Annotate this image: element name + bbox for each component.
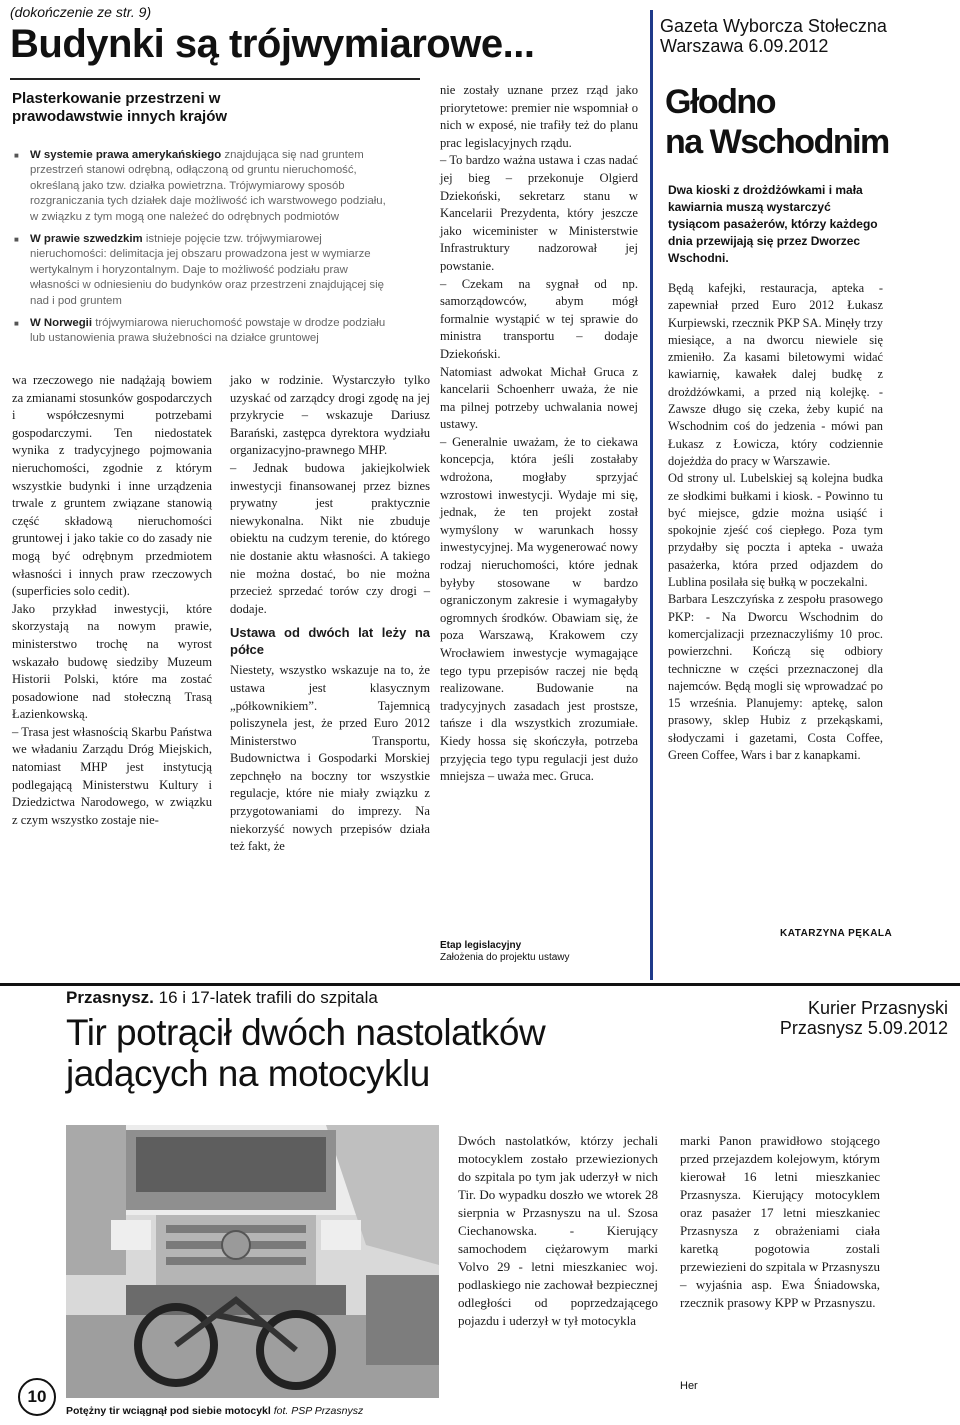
caption-text: Założenia do projektu ustawy: [440, 952, 570, 963]
right-article-lead: Dwa kioski z drożdżówkami i mała kawiarnia muszą wystarczyć tysiącom pasażerów, którzy każdego dnia przewijają się przez Dworzec Wschodni.: [668, 183, 878, 265]
continuation-note: (dokończenie ze str. 9): [10, 4, 152, 20]
photo-caption: [66, 1405, 363, 1417]
box-item: [12, 232, 392, 309]
box-item-text: znajdująca się nad gruntem przestrzeń stanowi odrębną, odłączoną od gruntu nieruchomość, określaną jako tzw. działka powietrzna. Trójwymiarowy sposób rozgraniczania tych działek daje możliwość ich warstwowego podziału, w związku z tym mogą one należeć do odrębnych podmiotów: [30, 149, 386, 223]
paragraph: Natomiast adwokat Michał Gruca z kancelarii Schoenherr uważa, że nie ma pilnej potrzeby uchwalania nowej ustawy.: [440, 364, 638, 432]
source-place-date: Przasnysz 5.09.2012: [779, 1018, 948, 1038]
kicker-place: Przasnysz.: [66, 988, 154, 1007]
box-item-lead: W systemie prawa amerykańskiego: [30, 149, 222, 161]
paragraph: Jako przykład inwestycji, które skorzystają na nowym prawie, ministerstwo trochę na wyrost wskazało budowę siedziby Muzeum Historii Polski, które ma zostać posadowione nad stołeczną Trasą Łazienkowską.: [12, 601, 212, 722]
caption-main: Potężny tir wciągnął pod siebie motocykl: [66, 1405, 271, 1417]
paragraph: Niestety, wszystko wskazuje na to, że ustawa jest klasycznym „półkownikiem”. Tajemnicą poliszynela jest, że przed Euro 2012 Ministerstwo Transportu, Budownictwa i Gospodarki Morskiej zepchnęło na boczny tor wszystkie regulacje, które nie miały związku z przygotowaniami do imprezy. Na niekorzyść nowych przepisów działa też fakt, że: [230, 663, 430, 854]
subheading: Ustawa od dwóch lat leży na półce: [230, 625, 430, 658]
article-column-2: [230, 372, 430, 856]
bottom-headline: Tir potrącił dwóch nastolatków jadących na motocyklu: [66, 1012, 546, 1094]
box-item-lead: W prawie szwedzkim: [30, 233, 143, 246]
box-item-text: istnieje pojęcie tzw. trójwymiarowej nieruchomości: delimitacja jej obszaru prowadzona jest w wymiarze wertykalnym i horyzontalnym. Daje to możliwość podziału praw własności w odniesieniu do budynków oraz przestrzeni znajdującej się nad i pod gruntem: [30, 233, 384, 307]
paragraph: Od strony ul. Lubelskiej są kolejna budka ze słodkimi bułkami i kiosk. - Powinno tu być miejsce, gdzie można usiąść i spokojnie zjeść coś ciepłego. Poza tym przydałby się poczta i apteka - uważa pasażerka, która przed odjazdem do Lublina posilała się bułką w poczekalni.: [668, 471, 883, 590]
paragraph: – Trasa jest własnością Skarbu Państwa we władaniu Zarządu Dróg Miejskich, natomiast MHP jest instytucją podlegającą Ministerstwu Kultury i Dziedzictwa Narodowego, w związku z czym wszystko zostaje nie-: [12, 724, 212, 827]
box-item-lead: W Norwegii: [30, 317, 93, 330]
paragraph: jako w rodzinie. Wystarczyło tylko uzyskać od zarządcy drogi zgodę na jej przykrycie – wskazuje Dariusz Barański, zastępca dyrektora wydziału organizacyjno-prawnego MHP.: [230, 373, 430, 458]
source-label-bottom: [780, 998, 948, 1038]
bottom-column-2: marki Panon prawidłowo stojącego przed przejazdem kolejowym, którym kierował 16 letni mieszkaniec Przasnysza. Kierujący motocyklem oraz pasażer 17 letni mieszkaniec Przasnysza z obrażeniami ciała karetką pogotowia zostali przewiezieni do szpitala w Przasnyszu – wyjaśnia asp. Ewa Śniadowska, rzecznik prasowy KPP w Przasnyszu.: [680, 1133, 880, 1310]
paragraph: Barbara Leszczyńska z zespołu prasowego PKP: - Na Dworcu Wschodnim do komercjalizacji przeznaczyliśmy 10 proc. powierzchni. Kończą się odbiory techniczne w części przeznaczonej dla najemców. Będą mogli się wprowadzać po 15 września. Planujemy: aptekę, salon prasowy, sklep Hubiz z przekąskami, słodyczami i gazetami, Costa Coffee, Green Coffee, Wars i bar z kanapkami.: [668, 592, 883, 763]
source-label-top: [660, 16, 887, 56]
paragraph: – To bardzo ważna ustawa i czas nadać jej bieg – przekonuje Olgierd Dziekoński, sekretarz stanu w Kancelarii Prezydenta, który jeszcze jako wiceminister w Ministerstwie Infrastruktury nadzorował jej powstanie.: [440, 153, 638, 273]
source-place-date: Warszawa 6.09.2012: [660, 36, 829, 56]
caption-title: Etap legislacyjny: [440, 940, 522, 951]
paragraph: – Czekam na sygnał od np. samorządowców, abym mógł formalnie wystąpić w tej sprawie do ministra transportu – dodaje Dziekoński.: [440, 276, 638, 361]
author-sign: Her: [680, 1380, 698, 1392]
source-paper: Kurier Przasnyski: [807, 998, 948, 1018]
box-item: [12, 316, 392, 347]
paragraph: nie zostały uznane przez rząd jako priorytetowe: premier nie wspomniał o nich w exposé, nie trafiły też do planu prac legislacyjnych rządu.: [440, 83, 638, 150]
headline-rule: [10, 78, 420, 80]
photo-credit: fot. PSP Przasnysz: [273, 1405, 364, 1417]
info-box: [12, 148, 392, 354]
accident-photo: [66, 1125, 439, 1398]
bottom-kicker: [66, 988, 378, 1008]
bottom-column-1: Dwóch nastolatków, którzy jechali motocyklem zostało przewiezionych do szpitala po tym jak uderzył w nich Tir. Do wypadku doszło we wtorek 28 sierpnia w Przasnyszu na ul. Szosa Ciechanowska. - Kierujący samochodem ciężarowym marki Volvo 29 - letni mieszkaniec woj. podlaskiego nie zachował bezpiecznej odległości od poprzedzającego pojazdu i uderzył w tył motocykla: [458, 1133, 658, 1328]
right-article-body: [668, 280, 883, 764]
box-title: Plasterkowanie przestrzeni w prawodawstwie innych krajów: [12, 90, 228, 125]
box-item-text: trójwymiarowa nieruchomość powstaje w drodze podziału lub ustanowienia prawa służebności na działce gruntowej: [30, 317, 386, 345]
kicker-text: 16 i 17-latek trafili do szpitala: [158, 988, 378, 1007]
column-divider: [650, 10, 653, 980]
paragraph: – Generalnie uważam, że to ciekawa koncepcja, która jeśli zostałaby wdrożona, mogłaby sprzyjać wzrostowi inwestycji. Wydaje mi się, jednak, że ten projekt został wymyślony w warunkach hossy inwestycyjnej. Ma wygenerować nowy rodzaj nieruchomości, które jednak byłyby stosowane w bardzo ograniczonym zakresie i wymagałyby ogromnych środków. Obawiam się, że poza Warszawą, Krakowem czy Wrocławiem inwestycje wymagające tego typu przepisów raczej nie będą realizowane. Budowanie na tradycyjnych zasadach jest prostsze, tańsze i dla wszystkich zrozumiałe. Kiedy hossa się skończyła, potrzeba przyjęcia tego typu regulacji jest dużo mniejsza – uważa mec. Gruca.: [440, 434, 638, 784]
truck-photo-illustration: [66, 1125, 439, 1398]
headline-line: Głodno: [665, 83, 775, 121]
article-column-1: [12, 372, 212, 829]
page-number: 10: [18, 1378, 56, 1416]
paragraph: Będą kafejki, restauracja, apteka - zapewniał przed Euro 2012 Łukasz Kurpiewski, rzecznik PKP SA. Minęły trzy miesiące, a na dworcu niewiele się zmieniło. Za kasami biletowymi widać kawiarnię, kawałek dalej budkę z drożdżówkami, a przed nią kolejkę. - Zawsze długo się czeka, żeby kupić na Wschodnim coś do jedzenia - mówi pan Łukasz z Łowicza, który codziennie dojeżdża do pracy w Warszawie.: [668, 281, 883, 468]
headline-line: na Wschodnim: [665, 123, 889, 161]
paragraph: wa rzeczowego nie nadążają bowiem za zmianami stosunków gospodarczych i współczesnymi potrzebami gospodarczymi. Ten niedostatek wynika z tradycyjnego pojmowania nieruchomości, zgodnie z którym wszystkie budynki i inne urządzenia trwale z gruntem związane stanowią część składową nieruchomości gruntowej i jako takie co do zasady nie mogą być odrębnym przedmiotem własności i innych praw rzeczowych (superficies solo cedit).: [12, 373, 212, 599]
legislation-caption: [440, 940, 570, 964]
right-article-headline: [665, 82, 889, 162]
paragraph: – Jednak budowa jakiejkolwiek inwestycji finansowanej przez biznes prywatny jest praktycznie niewykonalna. Nikt nie zbuduje obiektu na cudzym terenie, do którego nie dostanie aktu własności. A takiego nie można dostać, bo nie można przecież sprzedać torów czy drogi – dodaje.: [230, 460, 430, 616]
byline: KATARZYNA PĘKALA: [780, 928, 893, 939]
box-item: [12, 148, 392, 225]
page-headline: Budynki są trójwymiarowe...: [10, 22, 535, 66]
section-divider: [0, 983, 960, 986]
source-paper: Gazeta Wyborcza Stołeczna: [660, 16, 887, 36]
article-column-3: [440, 82, 638, 786]
